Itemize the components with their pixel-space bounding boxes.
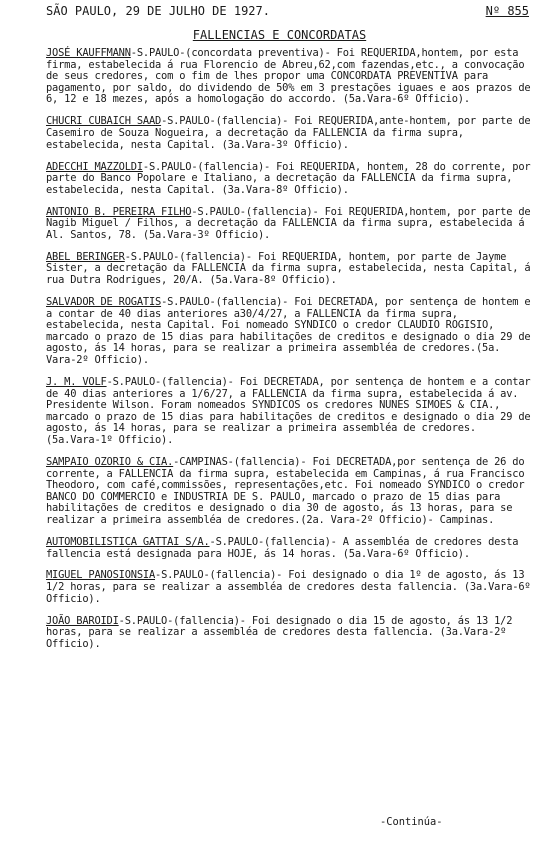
entry-panosionsia — [46, 569, 537, 605]
page-number: Nº 855 — [485, 4, 529, 18]
entry-body: -S.PAULO-(fallencia)- Foi designado o dia 1º de agosto, ás 13 1/2 horas, para se realizar a assembléa de credores desta fallencia. (3a.Vara-6º Officio). — [46, 569, 537, 605]
entry-volf — [46, 376, 537, 447]
entry-body: -CAMPINAS-(fallencia)- Foi DECRETADA,por sentença de 26 do corrente, a FALLENCIA da firma supra, estabelecida em Campinas, á rua Francisco Theodoro, com café,commissões, representações,etc. Foi nomeado SYNDICO o credor BANCO DO COMMERCIO e INDUSTRIA DE S. PAULO, marcado o prazo de 15 dias para habilitações de creditos e designado o dia 30 de agosto, ás 13 horas, para se realizar a primeira assembléa de credores.(2a. Vara-2º Officio)- Campinas. — [46, 455, 531, 526]
entry-rogatis — [46, 296, 537, 367]
entry-name: JOÃO BAROIDI — [46, 614, 119, 627]
entry-name: CHUCRI CUBAICH SAAD — [46, 115, 162, 128]
dateline: SÃO PAULO, 29 DE JULHO DE 1927. — [46, 4, 270, 18]
entry-beringer — [46, 250, 537, 287]
entry-body: -S.PAULO-(fallencia)- Foi DECRETADA, por sentença de hontem e a contar de 40 dias anteriores a30/4/27, a FALLENCIA da firma supra, estabelecida, nesta Capital. Foi nomeado SYNDICO o credor CLAUDIO ROGISIO, marcado o prazo de 15 dias para habilitações de creditos e designado o dia 29 de agosto, ás 14 horas, para se realizar a primeira assembléa de credores.(5a. Vara-2º Officio). — [46, 296, 537, 367]
entry-body: -S.PAULO-(fallencia)- Foi DECRETADA, por sentença de hontem e a contar de 40 dias anteriores a 1/6/27, a FALLENCIA da firma supra, estabelecida á av. Presidente Wilson. Foram nomeados SYNDICOS os credores NUNES SIMOES & CIA., marcado o prazo de 15 dias para habilitações de creditos e designado o dia 29 de agosto, ás 14 horas, para se realizar a primeira assembléa de credores. (5a.Vara-1º Officio). — [46, 376, 537, 446]
entry-mazzoldi — [46, 160, 537, 197]
entry-body: -S.PAULO-(fallencia)- Foi REQUERIDA,hontem, por parte de Nagib Miguel / Filhos, a decretação da FALLENCIA da firma supra, estabelecida á Al. Santos, 78. (5a.Vara-3º Officio). — [46, 205, 537, 241]
entry-body: -S.PAULO-(concordata preventiva)- Foi REQUERIDA,hontem, por esta firma, estabelecida á rua Florencio de Abreu,62,com fazendas,etc., a convocação de seus credores, com o fim de lhes propor uma CONCORDATA PREVENTIVA para pagamento, por saldo, do dividendo de 50% em 3 prestações iguaes e aos prazos de 6, 12 e 18 mezes, após a homologação do accordo. (5a.Vara-6º Officio). — [46, 47, 537, 106]
entry-body: -S.PAULO-(fallencia)- Foi designado o dia 15 de agosto, ás 13 1/2 horas, para se realizar a assembléa de credores desta fallencia. (3a.Vara-2º Officio). — [46, 614, 519, 650]
entry-list — [46, 47, 537, 656]
entry-body: -S.PAULO-(fallencia)- Foi REQUERIDA,ante-hontem, por parte de Casemiro de Souza Nogueira, a decretação da FALLENCIA da firma supra, estabelecida, nesta Capital. (3a.Vara-3º Officio). — [46, 115, 537, 151]
entry-gattai — [46, 537, 534, 560]
entry-cubaich — [46, 115, 537, 151]
entry-name: ABEL BERINGER — [46, 250, 125, 263]
entry-name: SAMPAIO OZORIO & CIA. — [46, 455, 174, 468]
entry-body: -S.PAULO-(fallencia)- Foi REQUERIDA, hontem, por parte de Jayme Sister, a decretação da FALLENCIA da firma supra, estabelecida, nesta Capital, á rua Dutra Rodrigues, 20/A. (5a.Vara-8º Officio). — [46, 250, 537, 287]
entry-sampaio — [46, 457, 534, 527]
entry-pereira — [46, 205, 537, 242]
entry-name: ADECCHI MAZZOLDI — [46, 160, 143, 173]
entry-name: MIGUEL PANOSIONSIA — [46, 569, 156, 582]
entry-body: -S.PAULO-(fallencia)- Foi REQUERIDA, hontem, 28 do corrente, por parte do Banco Popolare e Italiano, a decretação da FALLENCIA da firma supra, estabelecida, nesta Capital. (3a.Vara-8º Officio). — [46, 160, 537, 196]
entry-kauffmann — [46, 47, 537, 106]
section-title: FALLENCIAS E CONCORDATAS — [192, 28, 367, 42]
entry-name: J. M. VOLF — [46, 376, 107, 388]
continua-note: -Continúa- — [380, 816, 443, 828]
entry-baroidi — [46, 616, 534, 651]
entry-name: AUTOMOBILISTICA GATTAI S/A. — [46, 535, 210, 548]
entry-name: JOSÉ KAUFFMANN — [46, 47, 131, 59]
entry-body: -S.PAULO-(fallencia)- A assembléa de credores desta fallencia está designada para HOJE, ás 14 horas. (5a.Vara-6º Officio). — [46, 535, 525, 560]
entry-name: SALVADOR DE ROGATIS — [46, 296, 162, 309]
entry-name: ANTONIO B. PEREIRA FILHO — [46, 205, 192, 218]
